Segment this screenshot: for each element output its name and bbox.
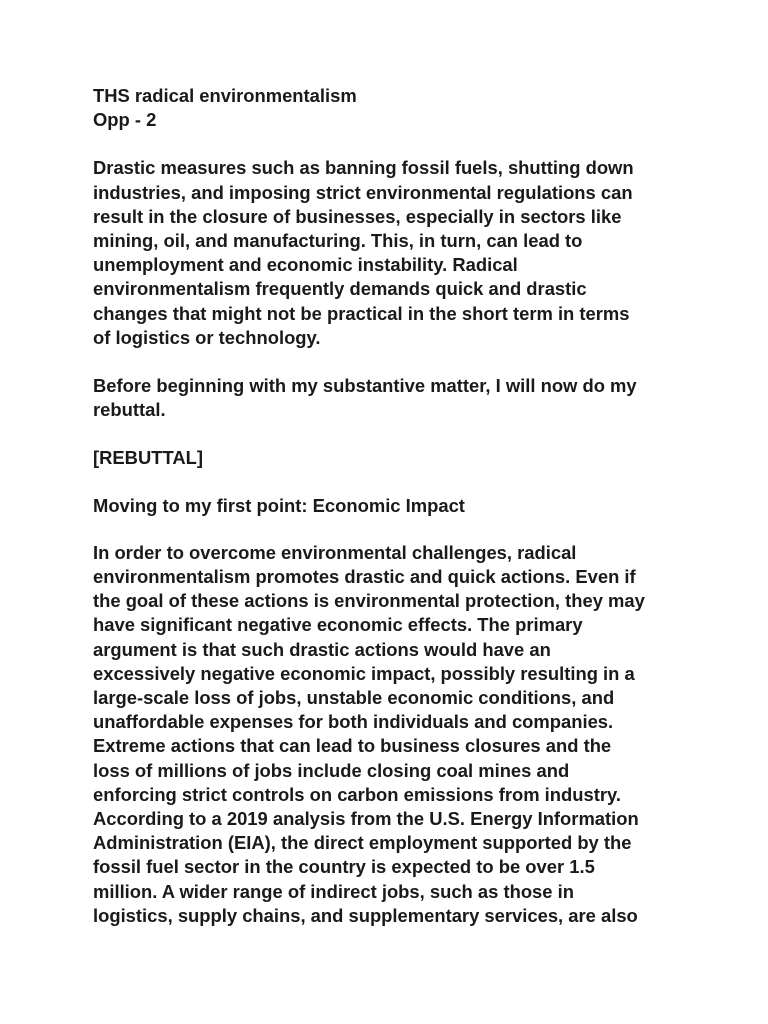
rebuttal-label: [REBUTTAL] (93, 447, 203, 469)
transition-paragraph (93, 374, 693, 422)
document-page (93, 84, 693, 952)
paragraph-line: fossil fuel sector in the country is expected to be over 1.5 (93, 856, 595, 878)
paragraph-line: environmentalism frequently demands quick and drastic (93, 278, 587, 300)
paragraph-line: According to a 2019 analysis from the U.S. Energy Information (93, 808, 639, 830)
paragraph-line: excessively negative economic impact, possibly resulting in a (93, 662, 635, 684)
paragraph-line: environmentalism promotes drastic and quick actions. Even if (93, 566, 636, 588)
paragraph-line: of logistics or technology. (93, 326, 321, 348)
paragraph-line: argument is that such drastic actions would have an (93, 638, 551, 660)
document-title: THS radical environmentalism (93, 85, 357, 106)
paragraph-line: enforcing strict controls on carbon emissions from industry. (93, 783, 621, 805)
point-heading (93, 494, 693, 518)
paragraph-line: Drastic measures such as banning fossil fuels, shutting down (93, 157, 634, 179)
paragraph-line: Before beginning with my substantive matter, I will now do my (93, 375, 637, 397)
paragraph-line: Extreme actions that can lead to business closures and the (93, 735, 612, 757)
paragraph-line: the goal of these actions is environmental protection, they may (93, 590, 645, 612)
paragraph-line: Administration (EIA), the direct employment supported by the (93, 832, 632, 854)
paragraph-line: unaffordable expenses for both individuals and companies. (93, 711, 614, 733)
body-paragraph (93, 541, 693, 928)
paragraph-line: result in the closure of businesses, especially in sectors like (93, 205, 622, 227)
paragraph-line: rebuttal. (93, 399, 166, 421)
intro-paragraph (93, 156, 693, 350)
paragraph-line: logistics, supply chains, and supplementary services, are also (93, 904, 638, 926)
document-header (93, 84, 693, 132)
paragraph-line: million. A wider range of indirect jobs, such as those in (93, 880, 574, 902)
rebuttal-marker (93, 446, 693, 470)
paragraph-line: mining, oil, and manufacturing. This, in turn, can lead to (93, 230, 583, 252)
document-subtitle: Opp - 2 (93, 109, 157, 131)
paragraph-line: large-scale loss of jobs, unstable economic conditions, and (93, 687, 615, 709)
paragraph-line: have significant negative economic effects. The primary (93, 614, 583, 636)
paragraph-line: industries, and imposing strict environmental regulations can (93, 181, 633, 203)
paragraph-line: unemployment and economic instability. Radical (93, 254, 518, 276)
paragraph-line: In order to overcome environmental challenges, radical (93, 541, 577, 563)
paragraph-line: changes that might not be practical in the short term in terms (93, 302, 630, 324)
paragraph-line: loss of millions of jobs include closing coal mines and (93, 759, 570, 781)
point-heading-text: Moving to my first point: Economic Impact (93, 494, 465, 516)
